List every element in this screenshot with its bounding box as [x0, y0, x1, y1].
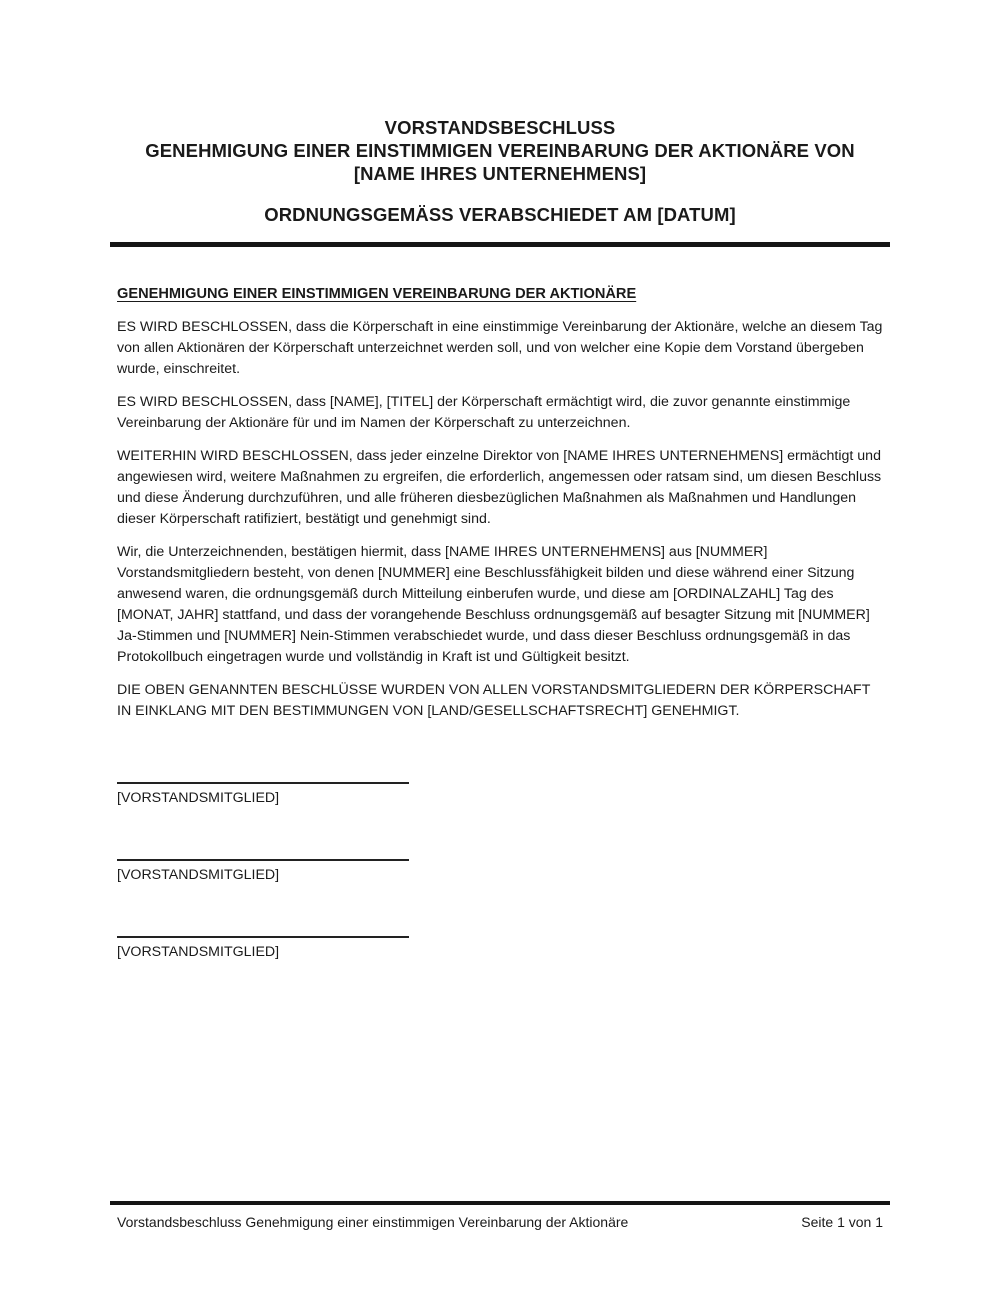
document-footer: [117, 1201, 883, 1233]
body-paragraph-1: ES WIRD BESCHLOSSEN, dass die Körperschaft in eine einstimmige Vereinbarung der Aktionäre, welche an diesem Tag von allen Aktionären der Körperschaft unterzeichnet werden soll, und von welcher eine Kopie dem Vorstand übergeben wurde, einschreitet.: [117, 319, 883, 377]
section-heading: GENEHMIGUNG EINER EINSTIMMIGEN VEREINBARUNG DER AKTIONÄRE: [117, 286, 637, 302]
footer-row: [117, 1212, 883, 1233]
body-paragraph-3: WEITERHIN WIRD BESCHLOSSEN, dass jeder einzelne Direktor von [NAME IHRES UNTERNEHMENS] ermächtigt und angewiesen wird, weitere Maßnahmen zu ergreifen, die erforderlich, angemessen oder ratsam sind, um diesen Beschluss und diese Änderung durchzuführen, und alle früheren diesbezüglichen Maßnahmen als Maßnahmen und Handlungen dieser Körperschaft ratifiziert, bestätigt und genehmigt sind.: [117, 448, 882, 527]
signature-line: [117, 936, 409, 938]
signature-area: [117, 782, 883, 963]
signature-block-1: [117, 782, 883, 809]
document-title-line-1: VORSTANDSBESCHLUSS: [384, 117, 616, 138]
document-title-line-2: GENEHMIGUNG EINER EINSTIMMIGEN VEREINBARUNG DER AKTIONÄRE VON: [145, 140, 855, 161]
signature-block-3: [117, 936, 883, 963]
document-subtitle: ORDNUNGSGEMÄSS VERABSCHIEDET AM [DATUM]: [264, 204, 736, 225]
body-paragraph-5: DIE OBEN GENANNTEN BESCHLÜSSE WURDEN VON ALLEN VORSTANDSMITGLIEDERN DER KÖRPERSCHAFT IN EINKLANG MIT DEN BESTIMMUNGEN VON [LAND/GESELLSCHAFTSRECHT] GENEHMIGT.: [117, 682, 871, 719]
signature-block-2: [117, 859, 883, 886]
header-divider: [110, 242, 890, 247]
document-title-line-3: [NAME IHRES UNTERNEHMENS]: [353, 163, 647, 184]
signature-line: [117, 859, 409, 861]
body-paragraph-2: ES WIRD BESCHLOSSEN, dass [NAME], [TITEL] der Körperschaft ermächtigt wird, die zuvor genannte einstimmige Vereinbarung der Aktionäre für und im Namen der Körperschaft zu unterzeichnen.: [117, 394, 851, 431]
footer-divider: [110, 1201, 890, 1205]
signature-label: [VORSTANDSMITGLIED]: [117, 867, 280, 883]
body-paragraph-4: Wir, die Unterzeichnenden, bestätigen hiermit, dass [NAME IHRES UNTERNEHMENS] aus [NUMMER] Vorstandsmitgliedern besteht, von denen [NUMMER] eine Beschlussfähigkeit bilden und diese während einer Sitzung anwesend waren, die ordnungsgemäß durch Mitteilung einberufen wurde, und diese am [ORDINALZAHL] Tag des [MONAT, JAHR] stattfand, und dass der vorangehende Beschluss ordnungsgemäß auf besagter Sitzung mit [NUMMER] Ja-Stimmen und [NUMMER] Nein-Stimmen verabschiedet wurde, und dass dieser Beschluss ordnungsgemäß in das Protokollbuch eingetragen wurde und vollständig in Kraft ist und Gültigkeit besitzt.: [117, 544, 870, 665]
document-content: [117, 0, 883, 963]
signature-label: [VORSTANDSMITGLIED]: [117, 790, 280, 806]
signature-line: [117, 782, 409, 784]
document-header: [117, 116, 883, 226]
signature-label: [VORSTANDSMITGLIED]: [117, 944, 280, 960]
footer-doc-title: Vorstandsbeschluss Genehmigung einer einstimmigen Vereinbarung der Aktionäre: [117, 1214, 629, 1230]
footer-page-number: Seite 1 von 1: [801, 1214, 883, 1230]
